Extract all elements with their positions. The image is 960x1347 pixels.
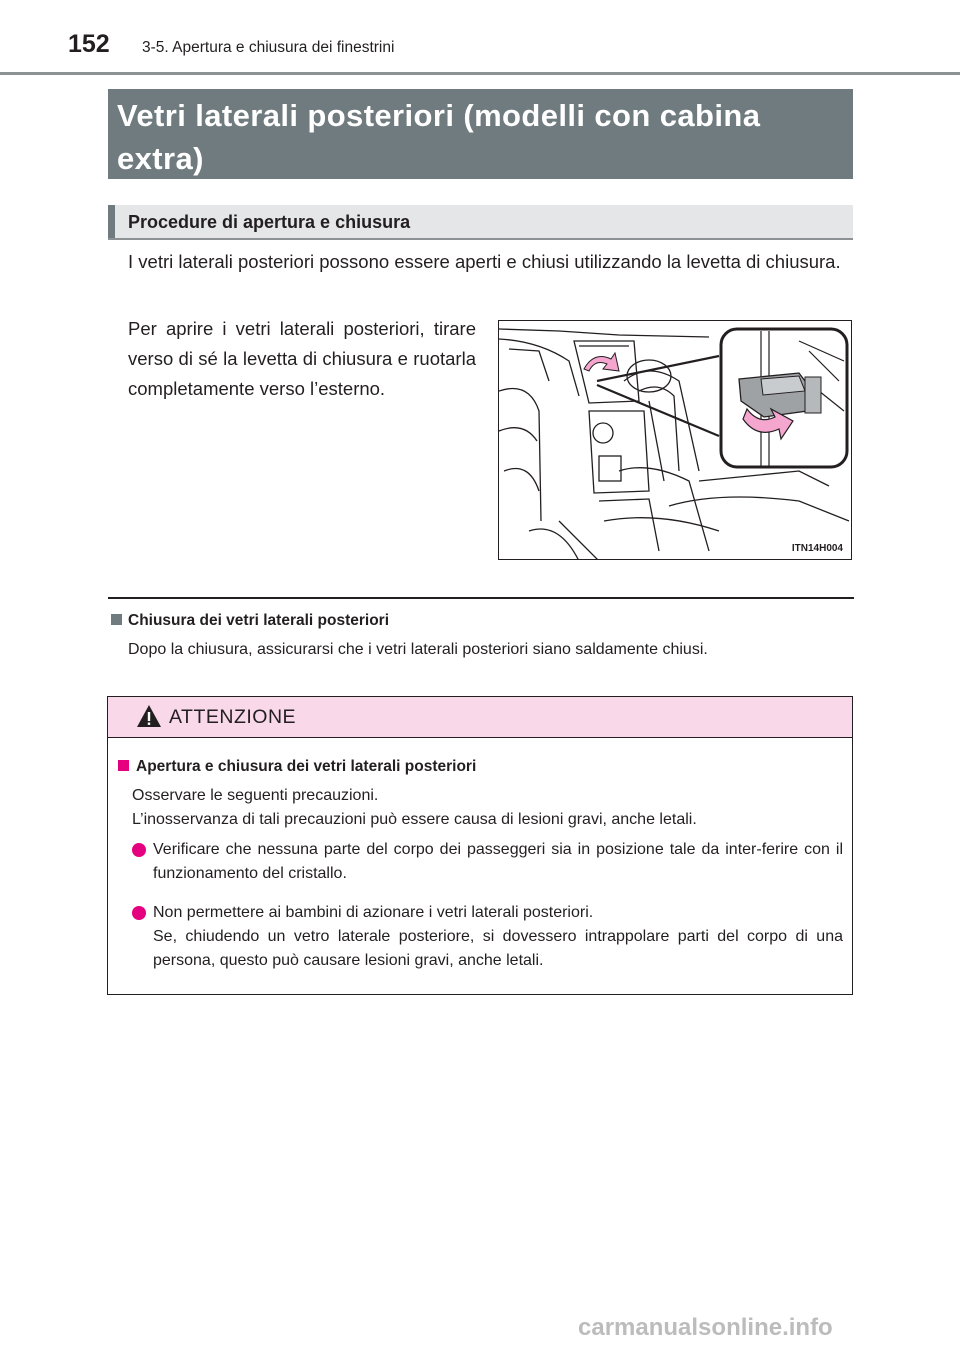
subsection-bar <box>108 205 115 238</box>
bullet-dot-icon <box>132 843 146 857</box>
subsection-banner <box>108 205 853 240</box>
illustration-figure <box>498 320 852 560</box>
instruction-paragraph: Per aprire i vetri laterali posteriori, tirare verso di sé la levetta di chiusura e ruotarla completamente verso l’esterno. <box>128 318 476 399</box>
figure-code: ITN14H004 <box>791 543 843 554</box>
square-bullet-icon <box>111 614 122 625</box>
section-divider <box>108 597 854 599</box>
watermark: carmanualsonline.info <box>578 1314 833 1341</box>
warning-intro-1: Osservare le seguenti precauzioni. <box>132 787 379 804</box>
warning-bullet-1: Verificare che nessuna parte del corpo dei passeggeri sia in posizione tale da inter-ferire con il funzionamento del cristallo. <box>153 841 843 882</box>
warning-heading <box>118 758 476 776</box>
note-heading <box>111 612 389 630</box>
page-number: 152 <box>68 30 110 58</box>
warning-box <box>107 696 853 995</box>
warning-header <box>108 697 852 738</box>
warning-bullet-2-line-2: Se, chiudendo un vetro laterale posteriore, si dovessero intrappolare parti del corpo di una persona, questo può causare lesioni gravi, anche letali. <box>153 928 843 969</box>
note-heading-text: Chiusura dei vetri laterali posteriori <box>128 612 389 629</box>
header-rule <box>0 72 960 75</box>
magenta-square-icon <box>118 760 129 771</box>
warning-heading-text: Apertura e chiusura dei vetri laterali posteriori <box>136 758 477 775</box>
warning-title: ATTENZIONE <box>169 706 297 728</box>
bullet-dot-icon <box>132 906 146 920</box>
running-head: 3-5. Apertura e chiusura dei finestrini <box>142 39 395 56</box>
warning-triangle-icon <box>136 704 162 728</box>
section-title: Vetri laterali posteriori (modelli con cabina extra) <box>117 98 761 176</box>
cabin-illustration <box>499 321 852 560</box>
warning-bullet-2-line-1: Non permettere ai bambini di azionare i vetri laterali posteriori. <box>153 904 594 921</box>
warning-intro-2: L’inosservanza di tali precauzioni può essere causa di lesioni gravi, anche letali. <box>132 811 697 828</box>
note-body: Dopo la chiusura, assicurarsi che i vetri laterali posteriori siano saldamente chiusi. <box>128 641 708 658</box>
subsection-title: Procedure di apertura e chiusura <box>128 212 411 232</box>
intro-paragraph: I vetri laterali posteriori possono essere aperti e chiusi utilizzando la levetta di chiusura. <box>128 251 841 272</box>
